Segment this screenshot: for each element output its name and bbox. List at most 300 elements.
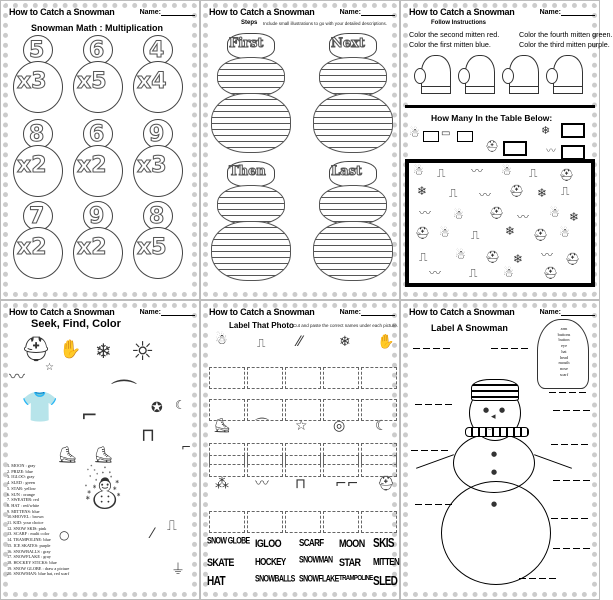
table-item-icon: 〰 bbox=[471, 164, 484, 178]
page-header bbox=[209, 305, 395, 319]
page-title: How to Catch a Snowman bbox=[209, 7, 315, 17]
table-item-icon: ☃ bbox=[455, 248, 466, 262]
blank-dash bbox=[415, 501, 422, 505]
moon-icon: ☾ bbox=[175, 398, 186, 412]
hat-icon: ⛑ bbox=[21, 335, 52, 363]
step-label: Last bbox=[331, 164, 362, 179]
blank-dash bbox=[539, 575, 546, 579]
word-strip[interactable]: TRAMPOLINE bbox=[339, 575, 373, 583]
word-strip[interactable]: SLED bbox=[373, 575, 398, 589]
word-bank bbox=[552, 326, 576, 377]
sled-icon: ⎍ bbox=[167, 518, 177, 534]
word-bank-mitten bbox=[537, 319, 589, 389]
count-box[interactable] bbox=[561, 123, 585, 138]
table-title: How Many In the Table Below: bbox=[431, 113, 553, 123]
word-strip[interactable]: SKIS bbox=[373, 537, 394, 551]
snowballs-icon: ⁂ bbox=[215, 476, 229, 492]
label-cell[interactable] bbox=[285, 511, 321, 533]
blank-dash bbox=[445, 501, 452, 505]
step-label: First bbox=[229, 36, 264, 51]
multiplicand-6: 9 bbox=[149, 122, 165, 147]
blank-dash bbox=[579, 389, 586, 393]
table-item-icon: ❄ bbox=[537, 186, 548, 200]
button-icon: ● bbox=[491, 450, 498, 458]
color-list-item: 1. MOON : gray bbox=[7, 463, 36, 468]
blank-dash bbox=[553, 477, 560, 481]
page-header bbox=[209, 5, 395, 19]
ski-icon: ⁄⁄ bbox=[297, 334, 302, 350]
label-cell[interactable] bbox=[361, 367, 397, 389]
count-box[interactable] bbox=[457, 131, 473, 142]
writing-lines-middle[interactable] bbox=[217, 57, 285, 97]
blank-dash bbox=[519, 575, 526, 579]
table-item-icon: 〰 bbox=[479, 188, 492, 202]
writing-lines-middle[interactable] bbox=[319, 57, 387, 97]
word-bank-item: arm bbox=[560, 326, 568, 331]
blank-dash bbox=[441, 447, 448, 451]
word-bank-item: scarf bbox=[559, 371, 569, 377]
instruction-text: Include small illustrations to go with your detailed descriptions. bbox=[263, 21, 388, 26]
blank-dash bbox=[563, 477, 570, 481]
hat bbox=[471, 379, 519, 401]
table-item-icon: ☃ bbox=[453, 208, 464, 222]
right-arm bbox=[534, 454, 572, 469]
blank-dash bbox=[549, 389, 556, 393]
table-item-icon: ⎍ bbox=[561, 184, 570, 198]
word-strip[interactable]: SNOWFLAKE bbox=[299, 575, 339, 584]
page-title: How to Catch a Snowman bbox=[409, 307, 515, 317]
multiplier-4: x2 bbox=[17, 153, 47, 178]
page-subtitle: Label A Snowman bbox=[431, 323, 508, 333]
snowflake-icon: ❄ bbox=[95, 339, 112, 363]
blank-dash bbox=[583, 407, 590, 411]
color-list-item: 16. SNOWBALLS : gray bbox=[7, 548, 51, 554]
page-label-that-photo bbox=[200, 300, 400, 600]
blank-dash bbox=[559, 389, 566, 393]
multiplier-5: x2 bbox=[77, 153, 107, 178]
blank-dash bbox=[443, 345, 450, 349]
page-subtitle: Label That Photo bbox=[229, 321, 294, 330]
step-label: Then bbox=[229, 164, 266, 179]
page-header bbox=[9, 5, 195, 19]
trampoline-icon: ⊓ bbox=[141, 425, 156, 446]
word-bank-item: nose bbox=[560, 365, 568, 371]
table-item-icon: ☃ bbox=[503, 266, 514, 280]
multiplicand-2: 6 bbox=[89, 38, 105, 63]
igloo-icon: ⌒ bbox=[255, 418, 269, 434]
igloo-icon: ⌒ bbox=[111, 379, 138, 409]
multiplier-8: x2 bbox=[77, 235, 107, 260]
blank-dash bbox=[425, 401, 432, 405]
multiplicand-3: 4 bbox=[149, 38, 165, 63]
name-label: Name: bbox=[140, 9, 195, 16]
label-cell[interactable] bbox=[209, 511, 245, 533]
blank-dash bbox=[551, 441, 558, 445]
hat-icon: ⛑ bbox=[377, 476, 395, 492]
writing-lines-bottom[interactable] bbox=[313, 93, 393, 153]
label-blank[interactable] bbox=[519, 575, 556, 579]
star-icon: ☆ bbox=[45, 362, 54, 373]
blank-dash bbox=[435, 501, 442, 505]
label-cell[interactable] bbox=[285, 367, 321, 389]
shovel-icon: ⌐ bbox=[81, 403, 98, 427]
snowman-bottom bbox=[441, 481, 551, 585]
scarf-icon: 〰 bbox=[255, 476, 269, 492]
count-box[interactable] bbox=[423, 131, 439, 142]
prize-icon: ✪ bbox=[151, 400, 163, 416]
mitten-icon: ✋ bbox=[377, 334, 395, 350]
table-item-icon: ☃ bbox=[413, 164, 424, 178]
math-snowman bbox=[127, 119, 189, 201]
instruction-4: Color the third mitten purple. bbox=[519, 40, 610, 49]
blank-dash bbox=[415, 401, 422, 405]
name-label: Name: bbox=[340, 9, 395, 16]
moon-icon: ☾ bbox=[375, 418, 388, 434]
math-snowman bbox=[7, 201, 69, 283]
mitten-4[interactable] bbox=[553, 55, 583, 93]
sled-icon: ▭ bbox=[441, 128, 451, 139]
color-list-item: 13. SCARF : multi color bbox=[7, 531, 50, 537]
label-cell[interactable] bbox=[209, 367, 245, 389]
instruction-2: Color the first mitten blue. bbox=[409, 40, 491, 49]
blank-dash bbox=[501, 345, 508, 349]
blank-dash bbox=[583, 477, 590, 481]
color-list-item: 9. MITTENS: blue bbox=[7, 508, 40, 514]
blank-dash bbox=[435, 401, 442, 405]
blank-dash bbox=[561, 515, 568, 519]
color-list-item: 6. SUN : orange bbox=[7, 491, 35, 497]
ice-skate-icon: ⛸ bbox=[57, 445, 78, 464]
table-item-icon: ⎍ bbox=[471, 228, 480, 242]
writing-lines-bottom[interactable] bbox=[313, 221, 393, 281]
step-snowman-last bbox=[313, 161, 393, 287]
hockey-sticks-icon: ⌐⌐ bbox=[335, 476, 359, 492]
snowball-icon: ○ bbox=[59, 528, 70, 542]
blank-dash bbox=[511, 345, 518, 349]
table-item-icon: ⛑ bbox=[415, 226, 431, 240]
label-blank[interactable] bbox=[553, 407, 590, 411]
eye-icon: ● bbox=[483, 406, 490, 414]
page-snowman-math bbox=[0, 0, 200, 300]
snowman-icon: ☃ bbox=[215, 332, 228, 348]
color-list-item: 7. SWEATER: red bbox=[7, 497, 39, 503]
mitten-3[interactable] bbox=[509, 55, 539, 93]
name-label: Name: bbox=[540, 9, 595, 16]
word-strip[interactable]: HOCKEY bbox=[255, 556, 286, 568]
label-cell[interactable] bbox=[247, 399, 283, 421]
snowman-kid-icon: ☃ bbox=[81, 465, 125, 521]
multiplicand-4: 8 bbox=[29, 122, 45, 147]
scarf-icon: 〰 bbox=[9, 367, 26, 386]
multiplicand-1: 5 bbox=[29, 38, 45, 63]
math-snowman bbox=[7, 35, 69, 117]
label-blank[interactable] bbox=[551, 515, 588, 519]
multiplicand-9: 8 bbox=[149, 204, 165, 229]
table-item-icon: ❄ bbox=[513, 252, 524, 266]
page-subtitle: Steps bbox=[241, 20, 258, 26]
table-item-icon: ⎍ bbox=[419, 250, 428, 264]
label-blank[interactable] bbox=[491, 345, 528, 349]
table-item-icon: 〰 bbox=[419, 206, 432, 220]
label-blank[interactable] bbox=[415, 401, 452, 405]
count-box[interactable] bbox=[503, 141, 527, 156]
blank-dash bbox=[569, 389, 576, 393]
color-list-item: 5. STAR: yellow bbox=[7, 485, 36, 491]
blank-dash bbox=[563, 407, 570, 411]
word-bank-item: hat bbox=[561, 348, 567, 354]
word-strip[interactable]: IGLOO bbox=[255, 537, 281, 550]
multiplicand-8: 9 bbox=[89, 204, 105, 229]
word-bank-item: mouth bbox=[558, 360, 570, 366]
multiplier-7: x2 bbox=[17, 235, 47, 260]
writing-lines-bottom[interactable] bbox=[211, 221, 291, 281]
word-strip[interactable]: SKATE bbox=[207, 556, 234, 569]
color-list-item: 20. SNOWMAN: blue hat, red scarf bbox=[7, 571, 70, 577]
page-title: How to Catch a Snowman bbox=[9, 7, 115, 17]
page-header bbox=[409, 305, 595, 319]
word-strip[interactable]: STAR bbox=[339, 556, 361, 569]
table-item-icon: ⛑ bbox=[509, 184, 525, 198]
page-seek-find-color bbox=[0, 300, 200, 600]
blank-dash bbox=[549, 575, 556, 579]
page-header bbox=[9, 305, 195, 319]
label-blank[interactable] bbox=[551, 441, 588, 445]
snow-globe-icon: ◎ bbox=[333, 418, 346, 434]
table-item-icon: ⛑ bbox=[485, 250, 501, 264]
page-label-a-snowman bbox=[400, 300, 600, 600]
label-cell[interactable] bbox=[247, 367, 283, 389]
instruction-text: Cut and paste the correct names under each picture. bbox=[293, 323, 399, 328]
table-item-icon: ⎍ bbox=[529, 166, 538, 180]
table-item-icon: ⎍ bbox=[449, 186, 458, 200]
blank-dash bbox=[573, 545, 580, 549]
snowflake-icon: ❄ bbox=[541, 124, 551, 137]
label-blank[interactable] bbox=[549, 389, 586, 393]
name-label: Name: bbox=[540, 309, 595, 316]
word-strip[interactable]: MITTEN bbox=[373, 556, 400, 568]
label-cell[interactable] bbox=[209, 455, 245, 477]
multiplier-2: x5 bbox=[77, 69, 107, 94]
ice-skate-icon: ⛸ bbox=[213, 418, 231, 434]
blank-dash bbox=[445, 401, 452, 405]
color-list-item: 19. SNOW GLOBE : draw a picture bbox=[7, 565, 70, 571]
picture-table bbox=[405, 159, 595, 287]
eye-icon: ● bbox=[499, 406, 506, 414]
blank-dash bbox=[433, 345, 440, 349]
page-steps bbox=[200, 0, 400, 300]
blank-dash bbox=[411, 447, 418, 451]
sled-icon: ⎍ bbox=[257, 336, 266, 350]
sweater-icon: 👕 bbox=[21, 390, 59, 425]
color-list-item: 14. TRAMPOLINE: blue bbox=[7, 537, 51, 543]
word-bank-item: head bbox=[559, 354, 569, 360]
blank-dash bbox=[571, 441, 578, 445]
nose-icon: ◂ bbox=[491, 412, 496, 422]
page-header bbox=[409, 5, 595, 19]
table-item-icon: ❄ bbox=[569, 210, 580, 224]
table-item-icon: ☃ bbox=[501, 164, 512, 178]
table-item-icon: ⛑ bbox=[543, 266, 559, 280]
blank-dash bbox=[431, 447, 438, 451]
star-icon: ☆ bbox=[295, 418, 308, 434]
mouth-icon: ◡ bbox=[487, 424, 493, 431]
color-list-item: 4. SLED : green bbox=[7, 480, 35, 486]
table-item-icon: 〰 bbox=[429, 266, 442, 280]
step-snowman-first bbox=[211, 33, 291, 159]
left-arm bbox=[416, 454, 454, 469]
step-snowman-then bbox=[211, 161, 291, 287]
trampoline-icon: ⊓ bbox=[295, 476, 306, 492]
label-cell[interactable] bbox=[323, 367, 359, 389]
color-list-item: 2. PRIZE: blue bbox=[7, 468, 33, 474]
blank-dash bbox=[571, 515, 578, 519]
table-item-icon: ⎍ bbox=[469, 266, 478, 280]
instruction-1: Color the second mitten red. bbox=[409, 30, 500, 39]
math-snowman bbox=[127, 35, 189, 117]
hockey-stick-icon: ⌐ bbox=[181, 440, 192, 454]
label-cell[interactable] bbox=[247, 455, 283, 477]
label-cell[interactable] bbox=[285, 399, 321, 421]
button-icon: ● bbox=[491, 500, 498, 508]
multiplier-6: x3 bbox=[137, 153, 167, 178]
label-blank[interactable] bbox=[553, 477, 590, 481]
page-title: How to Catch a Snowman bbox=[9, 307, 115, 317]
label-cell[interactable] bbox=[323, 399, 359, 421]
snowman-icon: ☃ bbox=[409, 126, 420, 140]
blank-dash bbox=[553, 545, 560, 549]
name-label: Name: bbox=[140, 309, 195, 316]
label-blank[interactable] bbox=[553, 545, 590, 549]
multiplier-9: x5 bbox=[137, 235, 167, 260]
writing-lines-middle[interactable] bbox=[319, 185, 387, 225]
table-item-icon: ⛑ bbox=[533, 228, 549, 242]
snowflake-icon: ❄ bbox=[339, 334, 351, 350]
label-cell[interactable] bbox=[285, 455, 321, 477]
color-list bbox=[7, 463, 69, 577]
writing-lines-middle[interactable] bbox=[217, 185, 285, 225]
color-list-item: 10.SHOVEL : brown bbox=[7, 514, 44, 520]
blank-dash bbox=[581, 441, 588, 445]
label-cell[interactable] bbox=[323, 511, 359, 533]
table-item-icon: ❄ bbox=[417, 184, 428, 198]
math-snowman bbox=[67, 201, 129, 283]
scarf bbox=[465, 424, 529, 437]
table-item-icon: 〰 bbox=[541, 248, 554, 262]
mitten-2[interactable] bbox=[465, 55, 495, 93]
count-box[interactable] bbox=[561, 145, 585, 160]
label-cell[interactable] bbox=[209, 399, 245, 421]
word-strip[interactable]: SNOWBALLS bbox=[255, 575, 295, 584]
table-item-icon: ⛑ bbox=[559, 168, 575, 182]
writing-lines-bottom[interactable] bbox=[211, 93, 291, 153]
hat-icon: ⛑ bbox=[485, 140, 499, 153]
label-blank[interactable] bbox=[415, 501, 452, 505]
scarf-icon: 〰 bbox=[546, 146, 556, 157]
label-cell[interactable] bbox=[361, 455, 397, 477]
word-bank-item: buttons bbox=[557, 331, 571, 337]
color-list-item: 15. ICE SKATES: purple bbox=[7, 542, 51, 548]
table-item-icon: ⛑ bbox=[489, 206, 505, 220]
color-list-item: 8. HAT : red/white bbox=[7, 502, 40, 508]
blank-dash bbox=[421, 447, 428, 451]
word-bank-item: eye bbox=[561, 343, 567, 349]
word-strip[interactable]: SNOWMAN bbox=[299, 556, 333, 565]
blank-dash bbox=[553, 407, 560, 411]
page-follow-instructions bbox=[400, 0, 613, 300]
blank-dash bbox=[583, 545, 590, 549]
color-list-item: 12. SNOW SKIS: pink bbox=[7, 525, 47, 531]
step-label: Next bbox=[331, 36, 365, 51]
table-item-icon: ☃ bbox=[559, 226, 570, 240]
word-strip[interactable]: MOON bbox=[339, 537, 365, 550]
word-strip[interactable]: SNOW GLOBE bbox=[207, 537, 250, 546]
multiplier-1: x3 bbox=[17, 69, 47, 94]
blank-dash bbox=[573, 407, 580, 411]
mitten-1[interactable] bbox=[421, 55, 451, 93]
mittens-icon: ✋ bbox=[59, 339, 82, 360]
color-list-item: 11. KID: your choice bbox=[7, 520, 44, 526]
blank-dash bbox=[529, 575, 536, 579]
label-cell[interactable] bbox=[323, 455, 359, 477]
word-strip[interactable]: SCARF bbox=[299, 537, 324, 549]
name-label: Name: bbox=[340, 309, 395, 316]
multiplicand-7: 7 bbox=[29, 204, 45, 229]
label-cell[interactable] bbox=[361, 399, 397, 421]
label-cell[interactable] bbox=[361, 511, 397, 533]
snow-globe-icon: ⏚ bbox=[171, 562, 185, 578]
table-item-icon: ⛑ bbox=[565, 252, 581, 266]
math-snowman bbox=[127, 201, 189, 283]
blank-dash bbox=[491, 345, 498, 349]
table-item-icon: 〰 bbox=[517, 210, 530, 224]
table-item-icon: ☃ bbox=[549, 206, 560, 220]
color-list-item: 18. HOCKEY STICKS: blue bbox=[7, 559, 57, 565]
page-subtitle: Seek, Find, Color bbox=[31, 318, 121, 330]
blank-dash bbox=[521, 345, 528, 349]
table-item-icon: ☃ bbox=[439, 226, 450, 240]
word-strip[interactable]: HAT bbox=[207, 575, 226, 589]
blank-dash bbox=[425, 501, 432, 505]
word-bank-item: button bbox=[558, 337, 570, 343]
page-title: How to Catch a Snowman bbox=[209, 307, 315, 317]
label-cell[interactable] bbox=[247, 511, 283, 533]
table-item-icon: ❄ bbox=[505, 224, 516, 238]
blank-dash bbox=[551, 515, 558, 519]
multiplier-3: x4 bbox=[137, 69, 167, 94]
color-list-item: 17. SNOWFLAKE : gray bbox=[7, 554, 51, 560]
blank-dash bbox=[573, 477, 580, 481]
instruction-3: Color the fourth mitten green. bbox=[519, 30, 613, 39]
button-icon: ● bbox=[491, 468, 498, 476]
step-snowman-next bbox=[313, 33, 393, 159]
ski-icon: ⁄ bbox=[151, 526, 154, 542]
ice-skate-icon: ⛸ bbox=[93, 445, 114, 464]
divider bbox=[405, 105, 595, 108]
label-blank[interactable] bbox=[413, 345, 450, 349]
blank-dash bbox=[563, 545, 570, 549]
page-subtitle: Follow Instructions bbox=[431, 20, 486, 26]
page-title: How to Catch a Snowman bbox=[409, 7, 515, 17]
label-blank[interactable] bbox=[411, 447, 448, 451]
table-item-icon: ⎍ bbox=[437, 166, 446, 180]
math-snowman bbox=[67, 119, 129, 201]
math-snowman bbox=[67, 35, 129, 117]
math-snowman bbox=[7, 119, 69, 201]
multiplicand-5: 6 bbox=[89, 122, 105, 147]
color-list-item: 3. IGLOO: gray bbox=[7, 474, 35, 480]
blank-dash bbox=[413, 345, 420, 349]
blank-dash bbox=[561, 441, 568, 445]
